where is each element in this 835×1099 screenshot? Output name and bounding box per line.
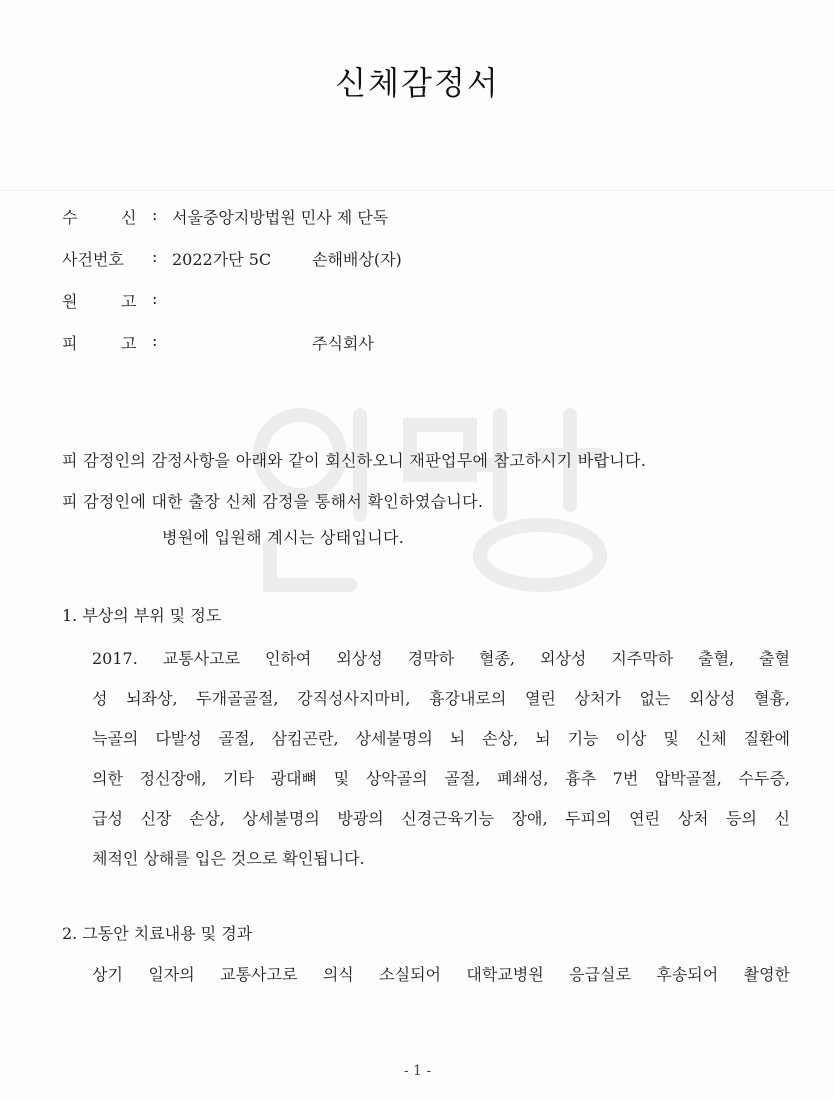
section-body-line: 상기 일자의 교통사고로 의식 소실되어 대학교병원 응급실로 후송되어 촬영한 — [92, 965, 790, 984]
header-label-char: 고 — [121, 334, 137, 353]
section-heading: 2. 그동안 치료내용 및 경과 — [62, 924, 253, 943]
page-number: - 1 - — [403, 1063, 432, 1079]
header-label-char: 수 — [62, 208, 78, 227]
intro-paragraph: 피 감정인에 대한 출장 신체 감정을 통해서 확인하였습니다. — [62, 492, 484, 511]
header-colon: : — [152, 289, 158, 308]
document-title: 신체감정서 — [335, 64, 500, 102]
header-colon: : — [152, 205, 158, 224]
header-colon: : — [152, 247, 158, 266]
header-value-case-number: 2022가단 5C — [172, 250, 272, 269]
section-body-line: 성 뇌좌상, 두개골골절, 강직성사지마비, 흉강내로의 열린 상처가 없는 외상성 혈흉, — [92, 689, 790, 708]
header-label-text: 사건번호 — [62, 250, 124, 269]
section-body-line: 늑골의 다발성 골절, 삼킴곤란, 상세불명의 뇌 손상, 뇌 기능 이상 및 신체 질환에 — [92, 729, 790, 748]
header-label-char: 피 — [62, 334, 78, 353]
header-label-char: 고 — [121, 292, 137, 311]
section-body-line: 급성 신장 손상, 상세불명의 방광의 신경근육기능 장애, 두피의 연린 상처 등의 신 — [92, 809, 790, 828]
header-value-recipient: 서울중앙지방법원 민사 제 단독 — [172, 208, 389, 227]
section-body-line: 2017. 교통사고로 인하여 외상성 경막하 혈종, 외상성 지주막하 출혈, 출혈 — [92, 649, 790, 668]
header-label-char: 신 — [121, 208, 137, 227]
header-value-defendant: 주식회사 — [312, 334, 374, 353]
header-label-char: 원 — [62, 292, 78, 311]
section-body-line: 체적인 상해를 입은 것으로 확인됩니다. — [92, 849, 365, 868]
intro-paragraph: 병원에 입원해 계시는 상태입니다. — [162, 528, 405, 547]
intro-paragraph: 피 감정인의 감정사항을 아래와 같이 회신하오니 재판업무에 참고하시기 바랍니다. — [62, 451, 647, 470]
header-colon: : — [152, 331, 158, 350]
section-heading: 1. 부상의 부위 및 정도 — [62, 606, 222, 625]
scan-artifact-line — [0, 190, 835, 191]
header-value-case-name: 손해배상(자) — [312, 250, 402, 269]
section-body-line: 의한 정신장애, 기타 광대뼈 및 상악골의 골절, 폐쇄성, 흉추 7번 압박골절, 수두증, — [92, 769, 790, 788]
